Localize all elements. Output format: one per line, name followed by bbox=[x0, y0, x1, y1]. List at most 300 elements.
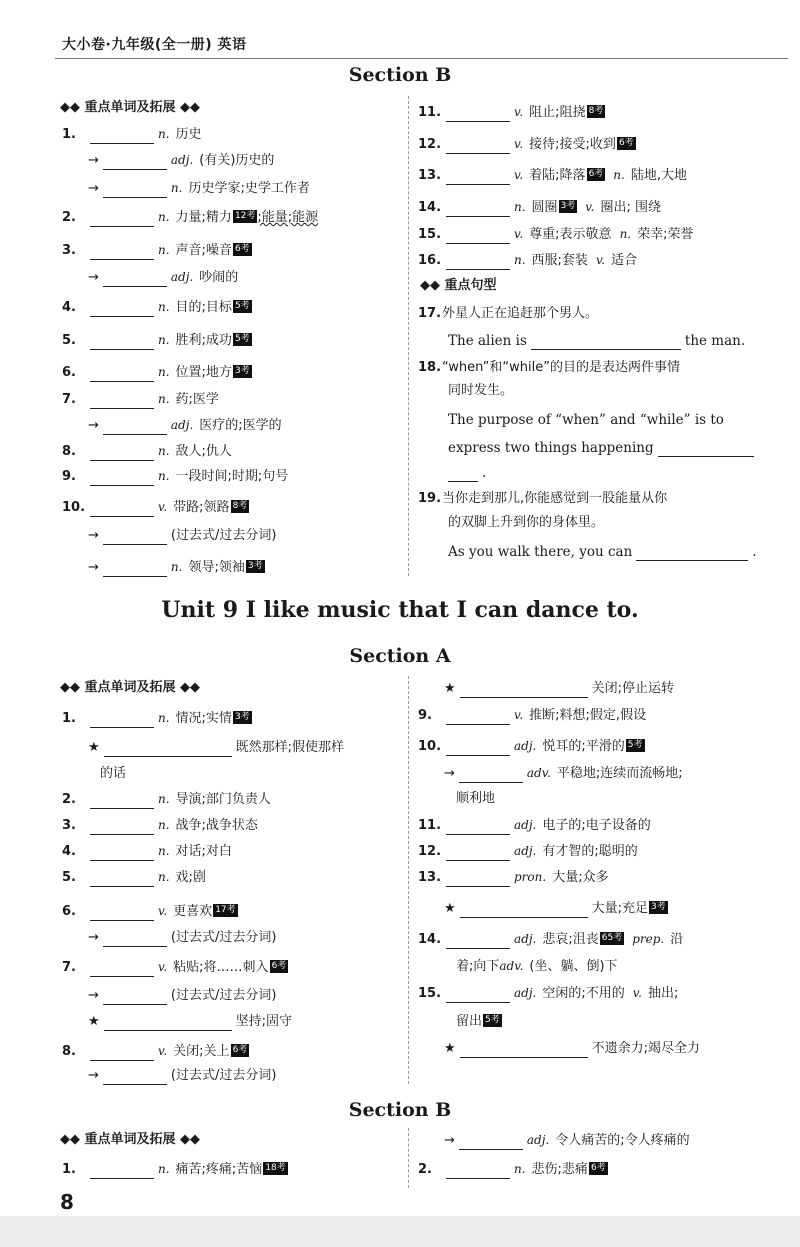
part-of-speech: n. bbox=[158, 1162, 170, 1176]
part-of-speech-2: v. bbox=[632, 986, 642, 1000]
sentence-17-zh bbox=[418, 304, 598, 323]
sentence-en-start: As you walk there, you can bbox=[448, 544, 633, 560]
part-of-speech: v. bbox=[158, 500, 168, 514]
answer-blank[interactable] bbox=[103, 272, 167, 287]
meaning-2: 陆地,大地 bbox=[630, 168, 687, 183]
sentence-18-en-cont bbox=[448, 464, 486, 482]
part-of-speech: n. bbox=[158, 300, 170, 314]
vocab-item bbox=[418, 737, 645, 756]
arrow-icon: → bbox=[88, 181, 99, 196]
answer-blank[interactable] bbox=[103, 932, 167, 947]
meaning: (过去式/过去分词) bbox=[170, 930, 277, 945]
answer-blank[interactable] bbox=[90, 872, 154, 887]
part-of-speech: v. bbox=[514, 105, 524, 119]
item-number: 8. bbox=[62, 444, 76, 459]
derived-form bbox=[62, 179, 310, 198]
vocab-item bbox=[62, 331, 252, 350]
answer-blank[interactable] bbox=[460, 1043, 588, 1058]
meaning: 平稳地;连续而流畅地; bbox=[556, 766, 683, 781]
sentence-en-line2: express two things happening bbox=[448, 440, 654, 456]
meaning: 胜利;成功 bbox=[175, 333, 232, 348]
exam-count-badge: 65考 bbox=[601, 933, 623, 943]
meaning: 药;医学 bbox=[175, 392, 219, 407]
continuation-text: 的话 bbox=[100, 766, 127, 781]
answer-blank[interactable] bbox=[460, 903, 588, 918]
arrow-icon: → bbox=[88, 560, 99, 575]
exam-count-badge: 6考 bbox=[590, 1163, 606, 1173]
sentence-en-end: the man. bbox=[684, 333, 746, 349]
answer-blank[interactable] bbox=[104, 742, 232, 757]
answer-blank[interactable] bbox=[90, 962, 154, 977]
meaning: 推断;料想;假定,假设 bbox=[529, 708, 647, 723]
meaning: 力量;精力 bbox=[175, 210, 232, 225]
derived-form bbox=[62, 558, 265, 577]
answer-blank[interactable] bbox=[446, 710, 510, 725]
vocab-item bbox=[418, 930, 683, 949]
meaning: (过去式/过去分词) bbox=[170, 988, 277, 1003]
part-of-speech: v. bbox=[158, 960, 168, 974]
answer-blank[interactable] bbox=[90, 446, 154, 461]
part-of-speech: adj. bbox=[514, 986, 537, 1000]
arrow-icon: → bbox=[88, 988, 99, 1003]
part-of-speech: adj. bbox=[514, 844, 537, 858]
meaning: 历史学家;史学工作者 bbox=[188, 181, 310, 196]
answer-blank[interactable] bbox=[636, 546, 748, 561]
item-number: 17. bbox=[418, 306, 442, 321]
item-number: 2. bbox=[418, 1162, 432, 1177]
vocab-item bbox=[62, 498, 249, 517]
meaning: 粘贴;将……刺入 bbox=[173, 960, 269, 975]
book-header: 大小卷·九年级(全一册) 英语 bbox=[62, 37, 247, 53]
item-number: 2. bbox=[62, 792, 76, 807]
meaning: 接待;接受;收到 bbox=[529, 137, 616, 152]
meaning: 大量;众多 bbox=[552, 870, 609, 885]
exam-count-badge: 3考 bbox=[234, 712, 250, 722]
item-number: 10. bbox=[62, 500, 86, 515]
sentence-en-end: . bbox=[752, 544, 757, 560]
part-of-speech: v. bbox=[158, 1044, 168, 1058]
star-icon: ★ bbox=[88, 740, 100, 755]
meaning: 既然那样;假使那样 bbox=[235, 740, 345, 755]
item-number: 13. bbox=[418, 168, 442, 183]
meaning: 领导;领袖 bbox=[188, 560, 245, 575]
vocab-item bbox=[62, 709, 252, 728]
answer-blank[interactable] bbox=[90, 335, 154, 350]
meaning: 导演;部门负责人 bbox=[175, 792, 271, 807]
item-number: 1. bbox=[62, 711, 76, 726]
meaning: (坐、躺、倒)下 bbox=[529, 959, 618, 974]
part-of-speech: adv. bbox=[526, 766, 551, 780]
answer-blank[interactable] bbox=[446, 229, 510, 244]
meaning: 目的;目标 bbox=[175, 300, 232, 315]
star-icon: ★ bbox=[88, 1014, 100, 1029]
part-of-speech: n. bbox=[170, 181, 183, 195]
derived-form bbox=[418, 1131, 690, 1150]
part-of-speech: n. bbox=[514, 253, 526, 267]
answer-blank[interactable] bbox=[90, 820, 154, 835]
sentence-zh-line2: 的双脚上升到你的身体里。 bbox=[448, 515, 605, 530]
item-number: 4. bbox=[62, 300, 76, 315]
exam-count-badge: 12考 bbox=[234, 211, 256, 221]
answer-blank[interactable] bbox=[90, 367, 154, 382]
answer-blank[interactable] bbox=[446, 741, 510, 756]
part-of-speech: n. bbox=[514, 1162, 526, 1176]
item-number: 7. bbox=[62, 960, 76, 975]
arrow-icon: → bbox=[88, 270, 99, 285]
meaning-2: 沿 bbox=[670, 932, 684, 947]
continuation-line bbox=[418, 957, 618, 976]
vocab-item bbox=[418, 103, 605, 122]
meaning: (过去式/过去分词) bbox=[170, 1068, 277, 1083]
meaning-2: 抽出; bbox=[647, 986, 679, 1001]
vocab-item bbox=[62, 816, 258, 835]
phrase-item bbox=[62, 1012, 292, 1031]
vocab-item bbox=[418, 984, 678, 1003]
meaning: 圆圈 bbox=[531, 200, 558, 215]
part-of-speech: adj. bbox=[526, 1133, 550, 1147]
meaning: 悦耳的;平滑的 bbox=[542, 739, 625, 754]
exam-count-badge: 18考 bbox=[265, 1163, 286, 1173]
part-of-speech: n. bbox=[158, 844, 170, 858]
meaning: 关闭;关上 bbox=[173, 1044, 230, 1059]
exam-count-badge: 6考 bbox=[588, 169, 604, 179]
part-of-speech: n. bbox=[158, 243, 170, 257]
sentence-zh-line1: “when”和“while”的目的是表达两件事情 bbox=[442, 360, 680, 375]
item-number: 10. bbox=[418, 739, 442, 754]
vocab-item bbox=[418, 706, 646, 725]
vocab-heading: ◆◆ 重点单词及拓展 ◆◆ bbox=[60, 680, 201, 695]
vocab-item bbox=[418, 868, 609, 887]
part-of-speech: adj. bbox=[514, 932, 537, 946]
answer-blank[interactable] bbox=[446, 820, 510, 835]
phrase-item bbox=[62, 738, 344, 757]
vocab-item bbox=[418, 251, 637, 270]
meaning: 空闲的;不用的 bbox=[542, 986, 625, 1001]
vocab-heading: ◆◆ 重点单词及拓展 ◆◆ bbox=[60, 100, 201, 115]
sentence-en-line1: The purpose of “when” and “while” is to bbox=[448, 412, 724, 428]
meaning: 医疗的;医学的 bbox=[199, 418, 282, 433]
arrow-icon: → bbox=[444, 1133, 455, 1148]
star-icon: ★ bbox=[444, 681, 456, 696]
arrow-icon: → bbox=[444, 766, 455, 781]
footer-band bbox=[0, 1216, 800, 1247]
item-number: 15. bbox=[418, 227, 442, 242]
derived-form bbox=[62, 986, 276, 1005]
item-number: 1. bbox=[62, 127, 76, 142]
vocab-item bbox=[62, 868, 206, 887]
answer-blank[interactable] bbox=[446, 872, 510, 887]
answer-blank[interactable] bbox=[446, 202, 510, 217]
sentence-19-zh bbox=[418, 489, 667, 508]
exam-count-badge: 6考 bbox=[232, 1045, 248, 1055]
answer-blank[interactable] bbox=[459, 1135, 523, 1150]
meaning: 尊重;表示敬意 bbox=[529, 227, 612, 242]
answer-blank[interactable] bbox=[103, 990, 167, 1005]
meaning: 更喜欢 bbox=[173, 904, 213, 919]
section-b-title: Section B bbox=[348, 64, 452, 86]
meaning: 大量;充足 bbox=[591, 901, 649, 916]
part-of-speech: n. bbox=[158, 127, 170, 141]
vocab-item bbox=[62, 298, 252, 317]
sentence-17-en bbox=[448, 332, 745, 350]
answer-blank[interactable] bbox=[446, 846, 510, 861]
vocab-item bbox=[418, 816, 651, 835]
part-of-speech: v. bbox=[158, 904, 168, 918]
phrase-item bbox=[418, 1039, 700, 1058]
part-of-speech-2: v. bbox=[595, 253, 606, 267]
arrow-icon: → bbox=[88, 528, 99, 543]
vocab-item bbox=[418, 225, 694, 244]
part-of-speech: adv. bbox=[499, 959, 524, 973]
meaning: 不遗余力;竭尽全力 bbox=[591, 1041, 701, 1056]
part-of-speech-2: v. bbox=[585, 200, 595, 214]
derived-form bbox=[62, 928, 276, 947]
part-of-speech: v. bbox=[514, 168, 524, 182]
answer-blank[interactable] bbox=[103, 1070, 167, 1085]
part-of-speech: adj. bbox=[170, 153, 194, 167]
continuation-text: 着;向下 bbox=[456, 959, 500, 974]
exam-count-badge: 3考 bbox=[234, 366, 250, 376]
sentence-zh-line2: 同时发生。 bbox=[448, 383, 514, 398]
meaning: 坚持;固守 bbox=[235, 1014, 293, 1029]
meaning: 痛苦;疼痛;苦恼 bbox=[175, 1162, 263, 1177]
item-number: 7. bbox=[62, 392, 76, 407]
page-number: 8 bbox=[60, 1190, 74, 1214]
continuation-line bbox=[62, 764, 126, 783]
item-number: 14. bbox=[418, 200, 442, 215]
sentence-19-en bbox=[448, 543, 757, 561]
item-number: 2. bbox=[62, 210, 76, 225]
vocab-item bbox=[418, 1160, 608, 1179]
answer-blank[interactable] bbox=[103, 183, 167, 198]
vocab-item bbox=[62, 902, 238, 921]
meaning: 吵闹的 bbox=[199, 270, 239, 285]
exam-count-badge: 5考 bbox=[627, 740, 643, 750]
part-of-speech: n. bbox=[158, 333, 170, 347]
answer-blank[interactable] bbox=[446, 934, 510, 949]
meaning: 悲哀;沮丧 bbox=[542, 932, 599, 947]
answer-blank[interactable] bbox=[90, 713, 154, 728]
part-of-speech-2: n. bbox=[613, 168, 625, 182]
item-number: 13. bbox=[418, 870, 442, 885]
answer-blank[interactable] bbox=[90, 471, 154, 486]
exam-count-badge: 8考 bbox=[232, 501, 248, 511]
item-number: 12. bbox=[418, 137, 442, 152]
item-number: 4. bbox=[62, 844, 76, 859]
part-of-speech: n. bbox=[158, 792, 170, 806]
meaning: 声音;噪音 bbox=[175, 243, 232, 258]
meaning: 戏;剧 bbox=[175, 870, 206, 885]
item-number: 6. bbox=[62, 904, 76, 919]
derived-form bbox=[418, 764, 683, 783]
item-number: 11. bbox=[418, 105, 442, 120]
part-of-speech-2: prep. bbox=[632, 932, 665, 946]
answer-blank[interactable] bbox=[446, 139, 510, 154]
answer-blank[interactable] bbox=[446, 988, 510, 1003]
answer-blank[interactable] bbox=[658, 442, 754, 457]
sentence-zh-line1: 当你走到那儿,你能感觉到一股能量从你 bbox=[442, 491, 668, 506]
answer-blank[interactable] bbox=[90, 1164, 154, 1179]
exam-count-badge: 6考 bbox=[618, 138, 634, 148]
vocab-item bbox=[62, 363, 252, 382]
answer-blank[interactable] bbox=[90, 129, 154, 144]
derived-form bbox=[62, 151, 274, 170]
item-number: 6. bbox=[62, 365, 76, 380]
part-of-speech: v. bbox=[514, 227, 524, 241]
part-of-speech: adj. bbox=[170, 270, 194, 284]
item-number: 1. bbox=[62, 1162, 76, 1177]
vocab-item bbox=[62, 241, 252, 260]
exam-count-badge: 3考 bbox=[560, 201, 576, 211]
item-number: 16. bbox=[418, 253, 442, 268]
part-of-speech-2: n. bbox=[619, 227, 632, 241]
exam-count-badge: 17考 bbox=[215, 905, 236, 915]
exam-count-badge: 6考 bbox=[271, 961, 287, 971]
sentence-18-en bbox=[448, 439, 758, 457]
section-b-title: Section B bbox=[348, 1099, 452, 1121]
derived-form bbox=[62, 416, 282, 435]
item-number: 11. bbox=[418, 818, 442, 833]
arrow-icon: → bbox=[88, 418, 99, 433]
vocab-item bbox=[62, 790, 271, 809]
item-number: 12. bbox=[418, 844, 442, 859]
answer-blank[interactable] bbox=[90, 245, 154, 260]
continuation-text: 留出 bbox=[456, 1014, 483, 1029]
part-of-speech: n. bbox=[158, 711, 170, 725]
vocab-item bbox=[62, 842, 232, 861]
meaning: 敌人;仇人 bbox=[175, 444, 232, 459]
header-rule bbox=[55, 58, 788, 59]
exam-count-badge: 3考 bbox=[247, 561, 263, 571]
arrow-icon: → bbox=[88, 930, 99, 945]
sentence-en-start: The alien is bbox=[448, 333, 527, 349]
sentence-en-line3: . bbox=[482, 465, 487, 481]
vocab-item bbox=[62, 208, 318, 227]
exam-count-badge: 6考 bbox=[234, 244, 250, 254]
vocab-item bbox=[62, 467, 288, 486]
answer-blank[interactable] bbox=[90, 794, 154, 809]
star-icon: ★ bbox=[444, 1041, 456, 1056]
item-number: 15. bbox=[418, 986, 442, 1001]
meaning: 战争;战争状态 bbox=[175, 818, 258, 833]
part-of-speech: adj. bbox=[170, 418, 194, 432]
meaning: 电子的;电子设备的 bbox=[542, 818, 651, 833]
meaning: 悲伤;悲痛 bbox=[531, 1162, 588, 1177]
meaning: (有关)历史的 bbox=[199, 153, 275, 168]
answer-blank[interactable] bbox=[103, 420, 167, 435]
answer-blank[interactable] bbox=[90, 394, 154, 409]
meaning: 关闭;停止运转 bbox=[591, 681, 675, 696]
meaning: 带路;领路 bbox=[173, 500, 230, 515]
answer-blank[interactable] bbox=[103, 155, 167, 170]
answer-blank[interactable] bbox=[103, 530, 167, 545]
answer-blank[interactable] bbox=[446, 170, 510, 185]
item-number: 9. bbox=[62, 469, 76, 484]
column-divider bbox=[408, 1128, 409, 1188]
vocab-item bbox=[418, 166, 687, 185]
arrow-icon: → bbox=[88, 153, 99, 168]
part-of-speech: v. bbox=[514, 137, 524, 151]
vocab-item bbox=[418, 842, 638, 861]
answer-blank[interactable] bbox=[90, 502, 154, 517]
vocab-item bbox=[418, 198, 661, 217]
answer-blank[interactable] bbox=[90, 1046, 154, 1061]
answer-blank[interactable] bbox=[446, 1164, 510, 1179]
answer-blank[interactable] bbox=[460, 683, 588, 698]
continuation-text: 顺利地 bbox=[456, 791, 496, 806]
answer-blank[interactable] bbox=[90, 906, 154, 921]
item-number: 8. bbox=[62, 1044, 76, 1059]
unit-title: Unit 9 I like music that I can dance to. bbox=[161, 597, 639, 623]
exam-count-badge: 5考 bbox=[234, 334, 250, 344]
meaning: 情况;实情 bbox=[175, 711, 232, 726]
part-of-speech: n. bbox=[158, 870, 170, 884]
vocab-item bbox=[62, 442, 232, 461]
part-of-speech: n. bbox=[158, 444, 170, 458]
meaning: (过去式/过去分词) bbox=[170, 528, 277, 543]
answer-blank[interactable] bbox=[104, 1016, 232, 1031]
item-number: 5. bbox=[62, 870, 76, 885]
meaning-2: 适合 bbox=[611, 253, 638, 268]
meaning: 对话;对白 bbox=[175, 844, 232, 859]
meaning: 历史 bbox=[175, 127, 202, 142]
exam-count-badge: 8考 bbox=[588, 106, 604, 116]
item-number: 14. bbox=[418, 932, 442, 947]
part-of-speech: n. bbox=[158, 365, 170, 379]
item-number: 5. bbox=[62, 333, 76, 348]
answer-blank[interactable] bbox=[90, 846, 154, 861]
meaning-extra: ;能量;能源 bbox=[257, 210, 319, 225]
answer-blank[interactable] bbox=[448, 467, 478, 482]
exam-count-badge: 3考 bbox=[651, 902, 666, 912]
meaning-2: 圈出; 围绕 bbox=[600, 200, 661, 215]
part-of-speech: n. bbox=[158, 818, 170, 832]
answer-blank[interactable] bbox=[103, 562, 167, 577]
derived-form bbox=[62, 526, 276, 545]
answer-blank[interactable] bbox=[459, 768, 523, 783]
meaning: 阻止;阻挠 bbox=[529, 105, 586, 120]
part-of-speech: n. bbox=[158, 469, 170, 483]
meaning: 令人痛苦的;令人疼痛的 bbox=[555, 1133, 690, 1148]
item-number: 3. bbox=[62, 818, 76, 833]
sentence-18-zh bbox=[418, 358, 680, 377]
part-of-speech: adj. bbox=[514, 739, 537, 753]
answer-blank[interactable] bbox=[90, 212, 154, 227]
answer-blank[interactable] bbox=[446, 255, 510, 270]
part-of-speech: adj. bbox=[514, 818, 537, 832]
vocab-item bbox=[62, 958, 288, 977]
section-a-title: Section A bbox=[349, 645, 451, 667]
continuation-line bbox=[418, 1012, 502, 1031]
item-number: 3. bbox=[62, 243, 76, 258]
part-of-speech: pron. bbox=[514, 870, 547, 884]
answer-blank[interactable] bbox=[446, 107, 510, 122]
vocab-item bbox=[418, 135, 636, 154]
answer-blank[interactable] bbox=[90, 302, 154, 317]
meaning: 有才智的;聪明的 bbox=[542, 844, 638, 859]
column-divider bbox=[408, 676, 409, 1084]
meaning: 一段时间;时期;句号 bbox=[175, 469, 289, 484]
item-number: 9. bbox=[418, 708, 432, 723]
vocab-item bbox=[62, 390, 219, 409]
star-icon: ★ bbox=[444, 901, 456, 916]
answer-blank[interactable] bbox=[531, 335, 681, 350]
item-number: 18. bbox=[418, 360, 442, 375]
exam-count-badge: 5考 bbox=[485, 1015, 500, 1025]
part-of-speech: v. bbox=[514, 708, 524, 722]
phrase-item bbox=[418, 899, 668, 918]
derived-form bbox=[62, 1066, 276, 1085]
